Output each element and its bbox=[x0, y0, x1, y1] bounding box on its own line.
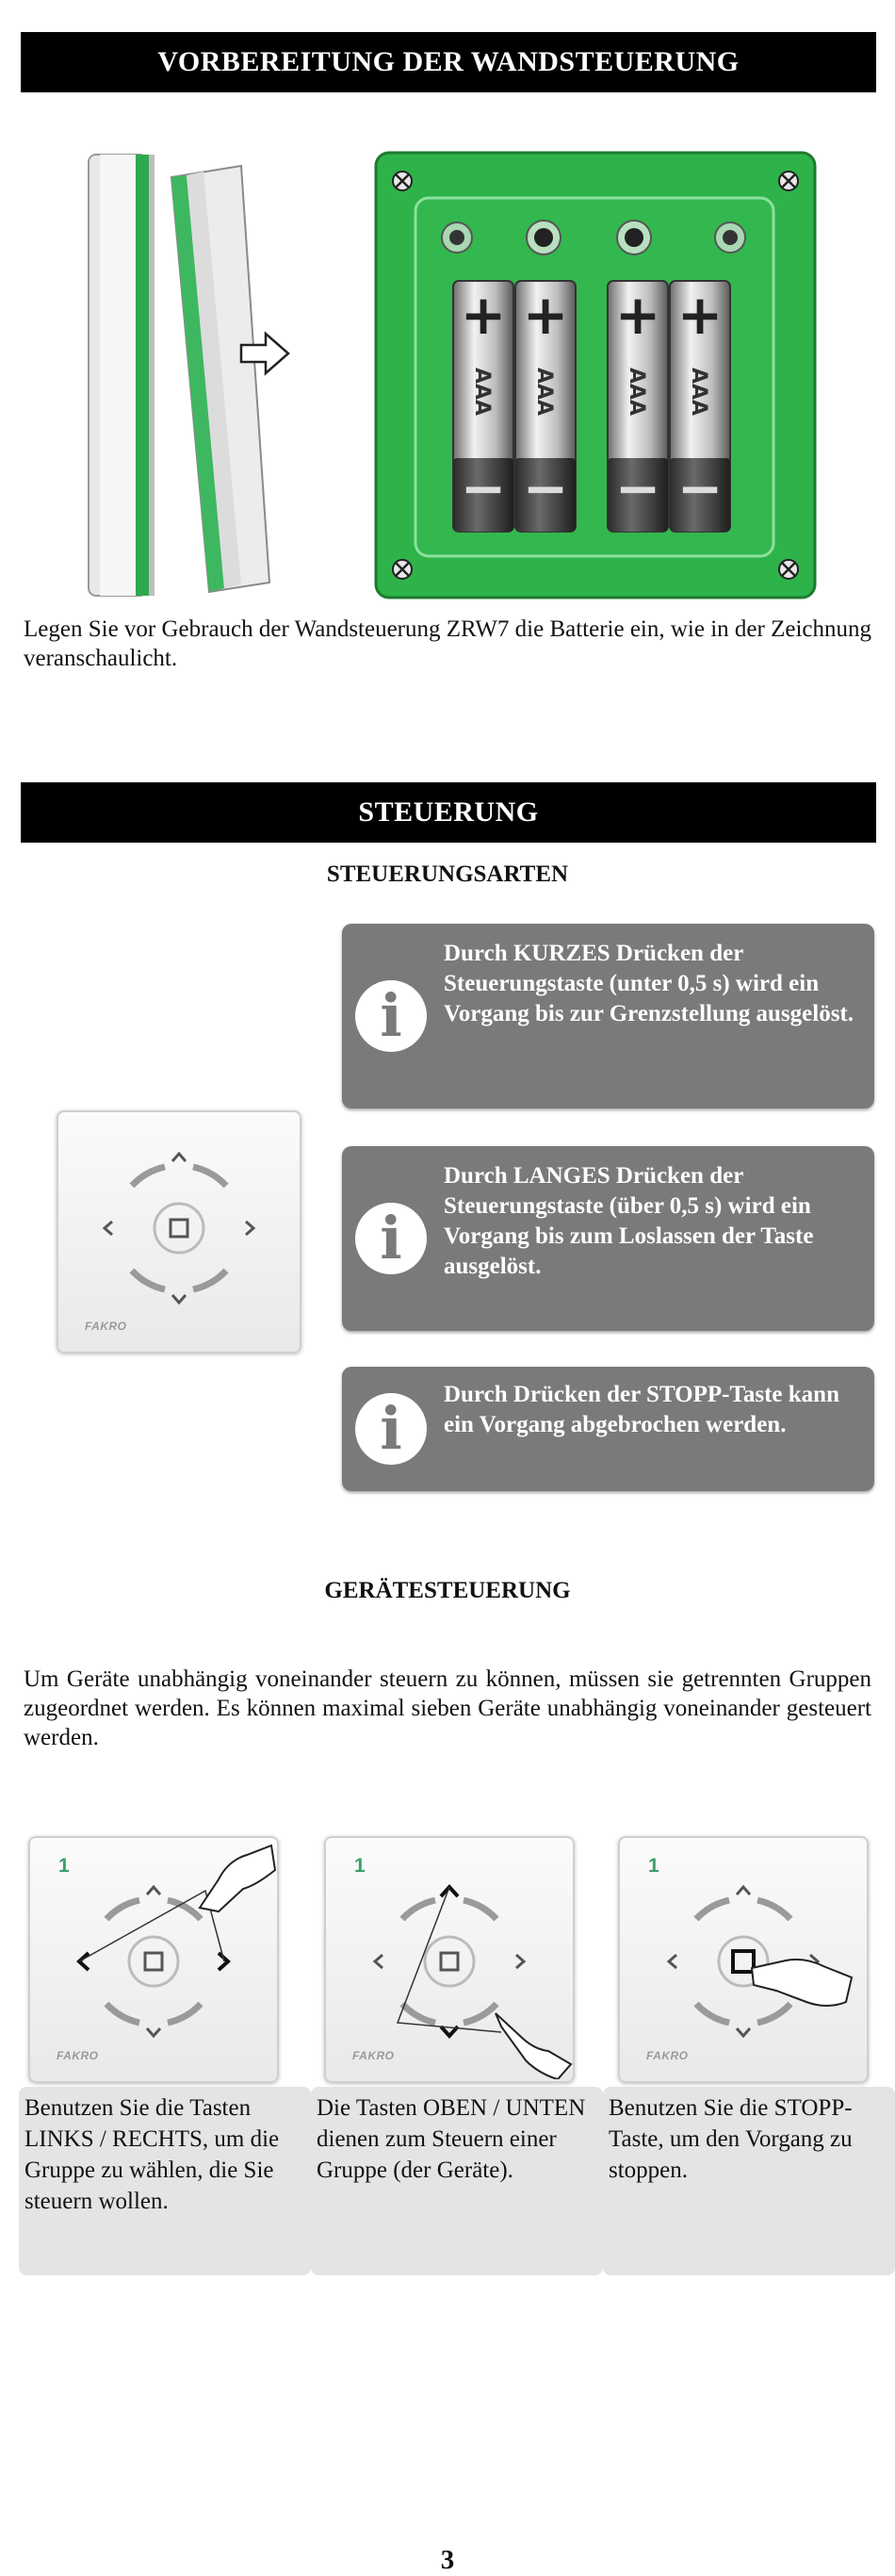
info-icon: i bbox=[355, 1393, 427, 1465]
pointing-hand-icon bbox=[748, 1953, 854, 2019]
group-number: 1 bbox=[58, 1855, 70, 1877]
fakro-logo: FAKRO bbox=[352, 2049, 395, 2062]
page-number: 3 bbox=[440, 2545, 455, 2575]
battery-label: AAA bbox=[687, 368, 710, 417]
subtitle-device-control: GERÄTESTEUERUNG bbox=[324, 1578, 571, 1603]
step-card-select-group bbox=[19, 2087, 311, 2275]
step-remote-stop bbox=[618, 1836, 869, 2083]
section-banner-preparation: VORBEREITUNG DER WANDSTEUERUNG bbox=[21, 32, 876, 92]
subtitle-control-types: STEUERUNGSARTEN bbox=[326, 861, 569, 887]
step-remote-left-right bbox=[28, 1836, 279, 2083]
section-banner-control: STEUERUNG bbox=[21, 782, 876, 843]
step-text: Benutzen Sie die Tasten LINKS / RECHTS, um die Gruppe zu wählen, die Sie steuern wollen. bbox=[24, 2095, 280, 2214]
svg-text:+: + bbox=[614, 283, 661, 347]
step-text: Benutzen Sie die STOPP-Taste, um den Vorgang zu stoppen. bbox=[609, 2095, 853, 2183]
fakro-logo: FAKRO bbox=[57, 2049, 99, 2062]
wall-control-remote bbox=[57, 1110, 301, 1354]
step-text: Die Tasten OBEN / UNTEN dienen zum Steuern einer Gruppe (der Geräte). bbox=[317, 2095, 586, 2183]
fakro-logo: FAKRO bbox=[646, 2049, 689, 2062]
svg-text:−: − bbox=[676, 456, 724, 520]
info-icon: i bbox=[355, 1203, 427, 1274]
step-remote-up-down bbox=[324, 1836, 575, 2083]
direction-pad-icon bbox=[99, 1148, 259, 1308]
battery-label: AAA bbox=[470, 368, 494, 417]
device-control-intro: Um Geräte unabhängig voneinander steuern zu können, müssen sie getrennten Gruppen zugeordnet werden. Es können maximal sieben Geräte unabhängig voneinander gesteuert werden. bbox=[24, 1666, 871, 1750]
info-box-long-press bbox=[342, 1146, 874, 1331]
step-card-stop bbox=[603, 2087, 895, 2275]
arrow-right-icon bbox=[237, 330, 292, 377]
fakro-logo: FAKRO bbox=[85, 1320, 127, 1333]
pointing-hand-icon bbox=[190, 1842, 277, 1917]
wall-control-side-illustration bbox=[81, 149, 298, 611]
svg-text:+: + bbox=[676, 283, 724, 347]
info-text: Durch Drücken der STOPP-Taste kann ein Vorgang abgebrochen werden. bbox=[444, 1382, 839, 1437]
battery-instruction-text: Legen Sie vor Gebrauch der Wandsteuerung ZRW7 die Batterie ein, wie in der Zeichnung veranschaulicht. bbox=[24, 616, 871, 671]
battery-compartment-illustration bbox=[372, 149, 819, 601]
battery-label: AAA bbox=[625, 368, 648, 417]
battery-label: AAA bbox=[532, 368, 556, 417]
svg-text:−: − bbox=[522, 456, 569, 520]
svg-text:−: − bbox=[460, 456, 507, 520]
info-box-stop bbox=[342, 1367, 874, 1491]
svg-text:+: + bbox=[460, 283, 507, 347]
info-text: Durch LANGES Drücken der Steuerungstaste (über 0,5 s) wird ein Vorgang bis zum Loslassen der Taste ausgelöst. bbox=[444, 1163, 814, 1279]
pointing-hand-icon bbox=[492, 2008, 573, 2079]
svg-text:+: + bbox=[522, 283, 569, 347]
group-number: 1 bbox=[648, 1855, 659, 1877]
info-text: Durch KURZES Drücken der Steuerungstaste (unter 0,5 s) wird ein Vorgang bis zur Grenzstellung ausgelöst. bbox=[444, 941, 854, 1026]
info-icon: i bbox=[355, 980, 427, 1052]
step-card-control-group bbox=[311, 2087, 603, 2275]
group-number: 1 bbox=[354, 1855, 366, 1877]
info-box-short-press bbox=[342, 924, 874, 1108]
svg-text:−: − bbox=[614, 456, 661, 520]
